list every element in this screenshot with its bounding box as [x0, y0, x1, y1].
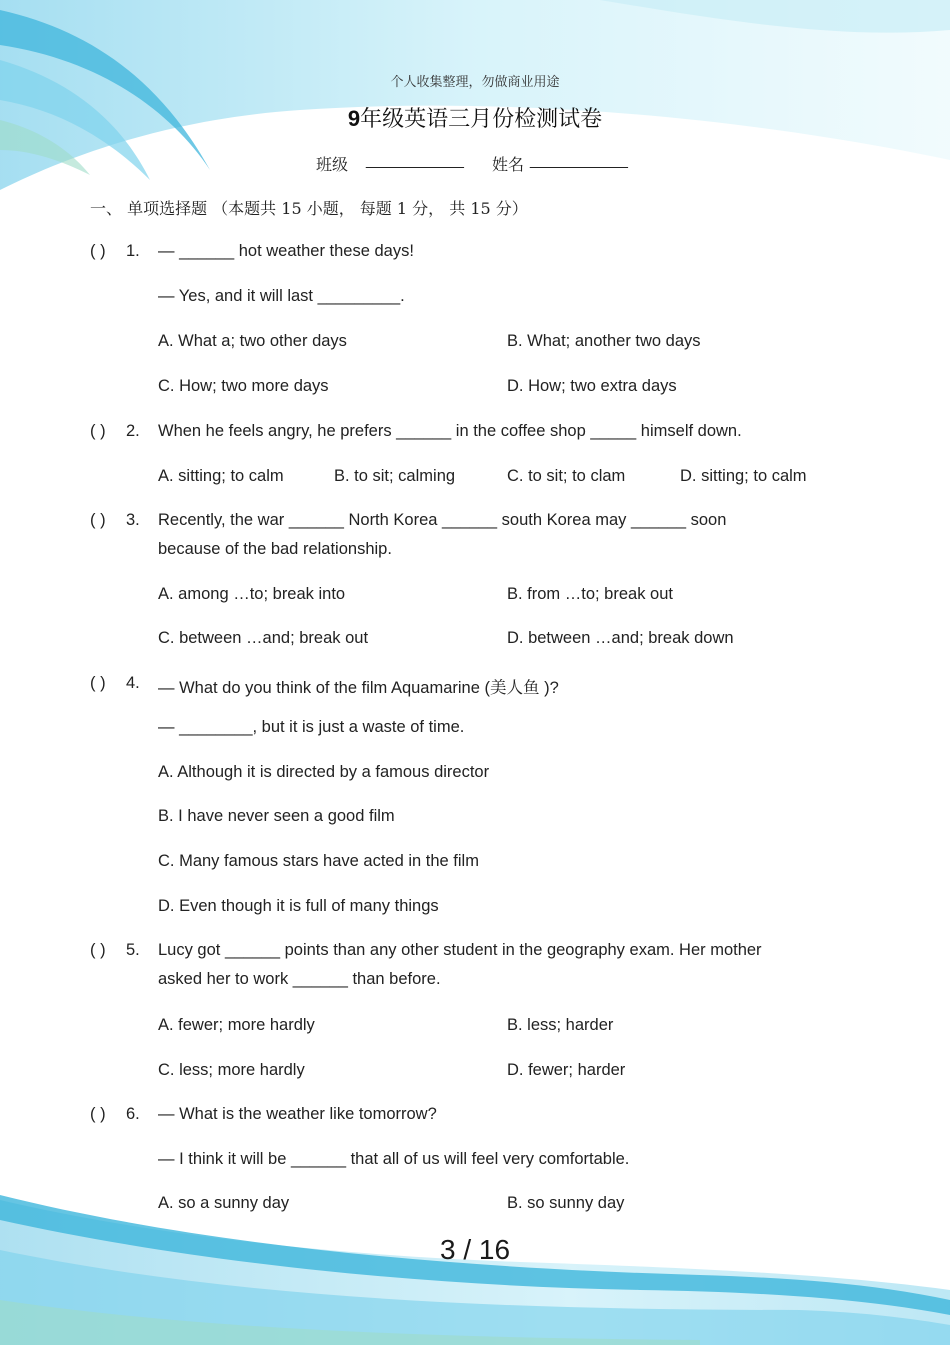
question-3-option-d: D. between …and; break down: [507, 629, 734, 647]
class-label: 班级: [316, 155, 349, 174]
question-4-option-a: A. Although it is directed by a famous director: [158, 763, 490, 781]
question-2-option-a: A. sitting; to calm: [158, 467, 284, 485]
page-number: 3 / 16: [439, 1234, 511, 1265]
question-1-number: 1.: [126, 242, 140, 260]
question-2-option-c: C. to sit; to clam: [507, 467, 626, 485]
question-5-option-d: D. fewer; harder: [507, 1061, 626, 1079]
question-2-paren: ( ): [90, 422, 106, 440]
title-grade: 9: [347, 106, 361, 131]
question-4-line-1: — What do you think of the film Aquamarine (美人鱼 )?: [158, 679, 559, 697]
question-2-option-d: D. sitting; to calm: [680, 467, 807, 485]
question-1-line-2: — Yes, and it will last _________.: [158, 287, 405, 305]
question-1-option-b: B. What; another two days: [507, 332, 701, 350]
title-text: 年级英语三月份检测试卷: [360, 107, 603, 132]
question-3-option-a: A. among …to; break into: [158, 585, 346, 603]
question-4-option-c: C. Many famous stars have acted in the film: [158, 852, 479, 870]
name-blank: ___________: [530, 152, 628, 169]
header-note: 个人收集整理，勿做商业用途: [390, 75, 560, 90]
question-6-option-a: A. so a sunny day: [158, 1194, 290, 1212]
question-6-number: 6.: [126, 1105, 140, 1123]
question-4-line-2: — ________, but it is just a waste of time.: [158, 718, 465, 736]
question-4-number: 4.: [126, 674, 140, 692]
question-1-line-1: — ______ hot weather these days!: [158, 242, 414, 260]
question-1-option-c: C. How; two more days: [158, 377, 329, 395]
question-5-option-a: A. fewer; more hardly: [158, 1016, 315, 1034]
question-6-option-b: B. so sunny day: [507, 1194, 625, 1212]
question-2-number: 2.: [126, 422, 140, 440]
question-6-line-2: — I think it will be ______ that all of us will feel very comfortable.: [158, 1150, 630, 1168]
question-1-option-d: D. How; two extra days: [507, 377, 677, 395]
question-3-line-2: because of the bad relationship.: [158, 540, 392, 558]
question-3-line-1: Recently, the war ______ North Korea ______ south Korea may ______ soon: [158, 511, 727, 529]
question-2-line-1: When he feels angry, he prefers ______ in the coffee shop _____ himself down.: [158, 422, 742, 440]
question-3-option-b: B. from …to; break out: [507, 585, 673, 603]
question-6-line-1: — What is the weather like tomorrow?: [158, 1105, 437, 1123]
question-1-paren: ( ): [90, 242, 106, 260]
question-6-paren: ( ): [90, 1105, 106, 1123]
question-4-paren: ( ): [90, 674, 106, 692]
question-2-option-b: B. to sit; calming: [334, 467, 456, 485]
question-5-line-1: Lucy got ______ points than any other student in the geography exam. Her mother: [158, 941, 762, 959]
question-5-paren: ( ): [90, 941, 106, 959]
question-3-number: 3.: [126, 511, 140, 529]
question-5-option-c: C. less; more hardly: [158, 1061, 305, 1079]
question-4-option-b: B. I have never seen a good film: [158, 807, 395, 825]
class-blank: ___________: [366, 152, 464, 169]
question-5-line-2: asked her to work ______ than before.: [158, 970, 441, 988]
page-title: [0, 102, 950, 133]
question-1-option-a: A. What a; two other days: [158, 332, 347, 350]
name-label: 姓名: [492, 155, 525, 174]
question-3-paren: ( ): [90, 511, 106, 529]
question-5-number: 5.: [126, 941, 140, 959]
question-4-option-d: D. Even though it is full of many things: [158, 897, 439, 915]
question-5-option-b: B. less; harder: [507, 1016, 614, 1034]
question-3-option-c: C. between …and; break out: [158, 629, 369, 647]
section-heading: 一、 单项选择题 （本题共 15 小题， 每题 1 分， 共 15 分）: [90, 199, 528, 218]
